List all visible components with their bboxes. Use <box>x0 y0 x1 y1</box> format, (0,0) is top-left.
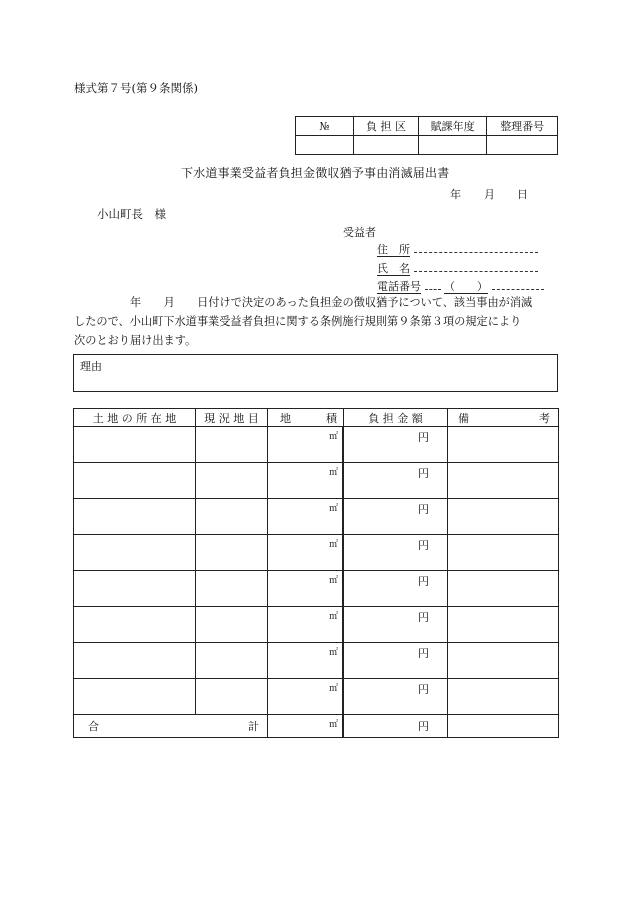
applicant-heading: 受益者 <box>343 226 376 239</box>
admin-header-no: № <box>296 117 354 136</box>
remarks-cell[interactable] <box>448 571 559 607</box>
header-remarks <box>448 409 559 427</box>
amount-cell[interactable] <box>344 499 448 535</box>
area-cell[interactable] <box>268 535 343 571</box>
location-cell[interactable] <box>74 499 196 535</box>
phone-area-line[interactable] <box>425 278 441 290</box>
table-row <box>74 571 559 607</box>
amount-cell[interactable] <box>344 571 448 607</box>
header-remarks-left: 備 <box>458 411 469 425</box>
amount-unit: 円 <box>418 467 429 480</box>
reason-label: 理由 <box>80 360 102 373</box>
admin-value-no[interactable] <box>296 136 354 155</box>
total-label-left: 合 <box>88 720 99 733</box>
page-title: 下水道事業受益者負担金徴収猶予事由消滅届出書 <box>181 166 450 180</box>
name-input-line[interactable] <box>414 260 538 272</box>
table-row <box>74 463 559 499</box>
area-unit: ㎡ <box>328 720 338 730</box>
area-cell[interactable] <box>268 463 343 499</box>
remarks-cell[interactable] <box>448 463 559 499</box>
header-area-right: 積 <box>326 411 337 425</box>
admin-value-burden-zone[interactable] <box>354 136 419 155</box>
land-type-cell[interactable] <box>196 499 268 535</box>
amount-cell[interactable] <box>344 679 448 715</box>
location-cell[interactable] <box>74 463 196 499</box>
area-cell[interactable] <box>268 607 343 643</box>
amount-cell[interactable] <box>344 535 448 571</box>
table-row <box>74 535 559 571</box>
amount-unit: 円 <box>418 611 429 624</box>
address-field[interactable] <box>377 241 539 257</box>
table-row <box>74 607 559 643</box>
location-cell[interactable] <box>74 679 196 715</box>
amount-unit: 円 <box>418 503 429 516</box>
area-cell[interactable] <box>268 643 343 679</box>
location-cell[interactable] <box>74 643 196 679</box>
area-unit: ㎡ <box>328 432 338 442</box>
area-cell[interactable] <box>268 679 343 715</box>
total-row <box>74 715 559 738</box>
admin-table <box>295 116 558 155</box>
amount-unit: 円 <box>418 539 429 552</box>
admin-header-burden-zone: 負 担 区 <box>354 117 419 136</box>
amount-unit: 円 <box>418 575 429 588</box>
area-unit: ㎡ <box>328 576 338 586</box>
total-area-cell[interactable] <box>268 715 343 738</box>
total-remarks-cell[interactable] <box>448 715 559 738</box>
land-type-cell[interactable] <box>196 427 268 463</box>
phone-paren: （ ） <box>444 280 488 293</box>
header-land-type: 現 況 地 目 <box>196 409 268 427</box>
date-day-label: 日 <box>517 188 528 201</box>
addressee: 小山町長 様 <box>97 207 166 221</box>
remarks-cell[interactable] <box>448 643 559 679</box>
form-number: 様式第７号(第９条関係) <box>74 81 198 95</box>
admin-value-levy-year[interactable] <box>418 136 487 155</box>
date-month-label: 月 <box>484 188 495 201</box>
reason-box[interactable] <box>73 354 558 392</box>
land-type-cell[interactable] <box>196 571 268 607</box>
remarks-cell[interactable] <box>448 427 559 463</box>
admin-header-ref-number: 整理番号 <box>487 117 558 136</box>
header-remarks-right: 考 <box>539 411 550 425</box>
table-row <box>74 427 559 463</box>
date-year-label: 年 <box>450 188 461 201</box>
land-table <box>73 408 559 738</box>
area-unit: ㎡ <box>328 468 338 478</box>
area-cell[interactable] <box>268 427 343 463</box>
remarks-cell[interactable] <box>448 607 559 643</box>
area-cell[interactable] <box>268 499 343 535</box>
area-unit: ㎡ <box>328 648 338 658</box>
land-type-cell[interactable] <box>196 679 268 715</box>
area-unit: ㎡ <box>328 612 338 622</box>
land-type-cell[interactable] <box>196 607 268 643</box>
amount-cell[interactable] <box>344 463 448 499</box>
address-label: 住 所 <box>377 243 410 256</box>
amount-cell[interactable] <box>344 643 448 679</box>
remarks-cell[interactable] <box>448 679 559 715</box>
amount-unit: 円 <box>418 647 429 660</box>
land-type-cell[interactable] <box>196 643 268 679</box>
land-table-header <box>74 409 559 427</box>
header-area-left: 地 <box>280 411 291 425</box>
location-cell[interactable] <box>74 427 196 463</box>
amount-cell[interactable] <box>344 607 448 643</box>
table-row <box>74 499 559 535</box>
total-amount-cell[interactable] <box>344 715 448 738</box>
body-line-2: したので、小山町下水道事業受益者負担に関する条例施行規則第９条第３項の規定により <box>74 315 522 328</box>
phone-field[interactable] <box>377 278 547 294</box>
header-area <box>268 409 344 427</box>
body-line-3: 次のとおり届け出ます。 <box>74 334 197 347</box>
remarks-cell[interactable] <box>448 499 559 535</box>
admin-header-levy-year: 賦課年度 <box>418 117 487 136</box>
phone-label: 電話番号 <box>377 280 421 293</box>
name-label: 氏 名 <box>377 262 410 275</box>
amount-cell[interactable] <box>344 427 448 463</box>
area-unit: ㎡ <box>328 684 338 694</box>
name-field[interactable] <box>377 260 539 276</box>
amount-unit: 円 <box>418 431 429 444</box>
amount-unit: 円 <box>418 683 429 696</box>
body-line-1: 年 月 日付けで決定のあった負担金の徴収猶予について、該当事由が消滅 <box>130 296 533 309</box>
location-cell[interactable] <box>74 535 196 571</box>
address-input-line[interactable] <box>414 241 538 253</box>
area-unit: ㎡ <box>328 540 338 550</box>
table-row <box>74 679 559 715</box>
total-label-right: 計 <box>248 720 259 733</box>
location-cell[interactable] <box>74 571 196 607</box>
amount-unit: 円 <box>418 720 429 733</box>
total-label-cell <box>74 715 268 738</box>
header-location: 土 地 の 所 在 地 <box>74 409 196 427</box>
remarks-cell[interactable] <box>448 535 559 571</box>
header-amount: 負 担 金 額 <box>344 409 448 427</box>
location-cell[interactable] <box>74 607 196 643</box>
phone-number-line[interactable] <box>492 278 544 290</box>
land-type-cell[interactable] <box>196 463 268 499</box>
land-type-cell[interactable] <box>196 535 268 571</box>
table-row <box>74 643 559 679</box>
area-cell[interactable] <box>268 571 343 607</box>
admin-value-ref-number[interactable] <box>487 136 558 155</box>
area-unit: ㎡ <box>328 504 338 514</box>
